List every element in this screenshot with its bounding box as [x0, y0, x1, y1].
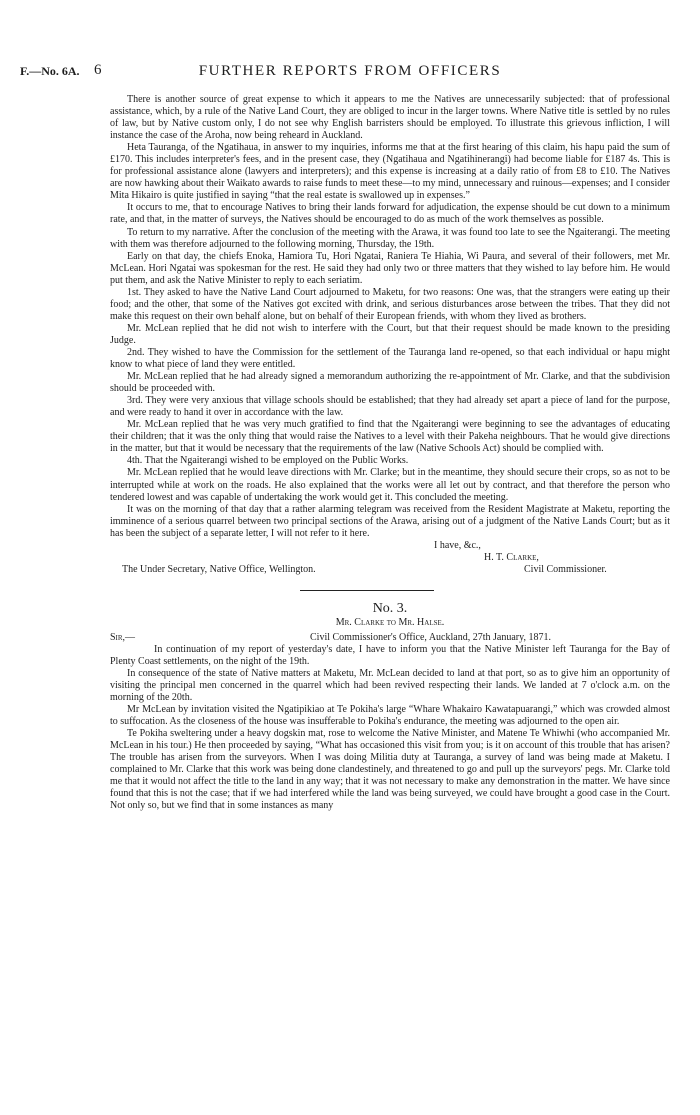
paragraph: 2nd. They wished to have the Commission for the settlement of the Tauranga land re-opened, so that each individual or hapu might know to what piece of land they were entitled. [110, 346, 670, 371]
paragraph: It was on the morning of that day that a rather alarming telegram was received from the Resident Magistrate at Maketu, reporting the imminence of a serious quarrel between two principal sections of the Arawa, arising out of a judgment of the Native Lands Court; but as it has been the subject of a separate letter, I will not refer to it here. [110, 503, 670, 539]
paragraph: Early on that day, the chiefs Enoka, Hamiora Tu, Hori Ngatai, Raniera Te Hiahia, Wi Paura, and several of their followers, met Mr. McLean. Hori Ngatai was spokesman for the rest. He said they had only two or three matters that they wished to lay before him. He would put them, and ask the Native Minister to reply to each seriatim. [110, 250, 670, 286]
signature-block [110, 540, 670, 577]
salutation: Sir,— [110, 631, 136, 643]
paragraph: Mr. McLean replied that he did not wish to interfere with the Court, but that their request should be made known to the presiding Judge. [110, 322, 670, 346]
signatory-name: H. T. Clarke, [484, 551, 539, 563]
closing-formula: I have, &c., [434, 539, 481, 551]
letter-section [110, 600, 670, 813]
paragraph: There is another source of great expense to which it appears to me the Natives are unnecessarily subjected: that of professional assistance, which, by a rule of the Native Land Court, they are obliged to incur in the larger towns. Where Native title is settled by no rules of law, but by Native custom only, I do not see why English barristers should be employed. To illustrate this grievous infliction, I will instance the case of the Aroha, now being reheard in Auckland. [110, 94, 670, 142]
text-body [110, 94, 670, 812]
page-number: 6 [94, 62, 102, 78]
report-section [110, 94, 670, 577]
running-title: FURTHER REPORTS FROM OFFICERS [198, 63, 502, 79]
paragraph: Te Pokiha sweltering under a heavy dogskin mat, rose to welcome the Native Minister, and Matene Te Whiwhi (who accompanied Mr. McLean in his tour.) He then proceeded by saying, “What has occasioned this visit from you; is it on account of this trouble that has arisen? The trouble has arisen from the surveyors. When I was doing Militia duty at Tauranga, a survey of land was being made at Maketu. I complained to Mr. Clarke that this work was being done clandestinely, and threatened to go and pull up the surveyors' pegs. Mr. Clarke told me that it would not affect the title to the land in any way; that it was not necessary to make any demonstration in the matter. We have since found that this is not the case; that if we had interfered while the land was being surveyed, we could have brought a good case in the Court. Not only so, but we find that in some instances as many [110, 728, 670, 812]
letter-number: No. 3. [372, 600, 408, 616]
place-date: Civil Commissioner's Office, Auckland, 27th January, 1871. [310, 631, 551, 643]
paragraph: To return to my narrative. After the conclusion of the meeting with the Arawa, it was found too late to see the Ngaiterangi. The meeting with them was therefore adjourned to the following morning, Thursday, the 19th. [110, 226, 670, 250]
signatory-title: Civil Commissioner. [524, 563, 607, 575]
paragraph: Heta Tauranga, of the Ngatihaua, in answer to my inquiries, informs me that at the first hearing of this claim, his hapu paid the sum of £170. This includes interpreter's fees, and in the present case, they (Ngatihaua and Ngatihinerangi) had become liable for £187 4s. This is for professional assistance alone (lawyers and interpreters); and this expense is increasing at a daily ratio of from £8 to £10. The Natives are now hawking about their Waikato awards to raise funds to meet these—to my mind, unnecessary and ruinous—expenses; and I consider Mita Hikairo is quite justified in saying “that the real estate is swallowed up in expenses.” [110, 142, 670, 202]
section-divider [300, 590, 434, 591]
salutation-line [110, 632, 670, 644]
paragraph: Mr. McLean replied that he was very much gratified to find that the Ngaiterangi were beginning to see the advantages of educating their children; that it was the only thing that would raise the Natives to a level with their Pakeha neighbours. That he would give directions in the matter, but that it would be necessary that the requirements of the law (Native Schools Act) should be complied with. [110, 419, 670, 455]
paragraph: In consequence of the state of Native matters at Maketu, Mr. McLean decided to land at that port, so as to give him an opportunity of visiting the principal men concerned in the quarrel which had been revived respecting their lands. We landed at 7 o'clock a.m. on the morning of the 20th. [110, 667, 670, 704]
document-reference: F.—No. 6A. [20, 64, 80, 78]
page-header [20, 64, 680, 84]
addressee: The Under Secretary, Native Office, Wellington. [122, 563, 316, 575]
paragraph: Mr. McLean replied that he would leave directions with Mr. Clarke; but in the meantime, they should secure their crops, so as not to be interrupted while at work on the roads. He also explained that the works were all let out by contract, and that therefore the person who tendered lowest and was capable of undertaking the work would get it. This concluded the meeting. [110, 467, 670, 503]
letter-heading: Mr. Clarke to Mr. Halse. [335, 616, 445, 628]
paragraph: Mr McLean by invitation visited the Ngatipikiao at Te Pokiha's large “Whare Whakairo Kawatapuarangi,” which was crowded almost to suffocation. As the closeness of the house was insufferable to Pokiha's endurance, the meeting was adjourned to the open air. [110, 704, 670, 728]
paragraph: It occurs to me, that to encourage Natives to bring their lands forward for adjudication, the expense should be cut down to a minimum rate, and that, in the matter of surveys, the Natives should be encouraged to do as much of the work themselves as possible. [110, 202, 670, 226]
paragraph: 3rd. They were very anxious that village schools should be established; that they had already set apart a piece of land for the purpose, and were ready to hand it over in accordance with the law. [110, 395, 670, 419]
paragraph: Mr. McLean replied that he had already signed a memorandum authorizing the re-appointment of Mr. Clarke, and that the subdivision should be proceeded with. [110, 371, 670, 395]
paragraph: 4th. That the Ngaiterangi wished to be employed on the Public Works. [127, 455, 409, 467]
paragraph: 1st. They asked to have the Native Land Court adjourned to Maketu, for two reasons: One was, that the strangers were eating up their food; and the other, that some of the Natives got excited with drink, and serious disturbances arose between the tribes. That they did not make this request on their own behalf alone, but on behalf of their European friends, with whom they lived as brothers. [110, 286, 670, 322]
paragraph: In continuation of my report of yesterday's date, I have to inform you that the Native Minister left Tauranga for the Bay of Plenty Coast settlements, on the night of the 19th. [110, 643, 670, 667]
